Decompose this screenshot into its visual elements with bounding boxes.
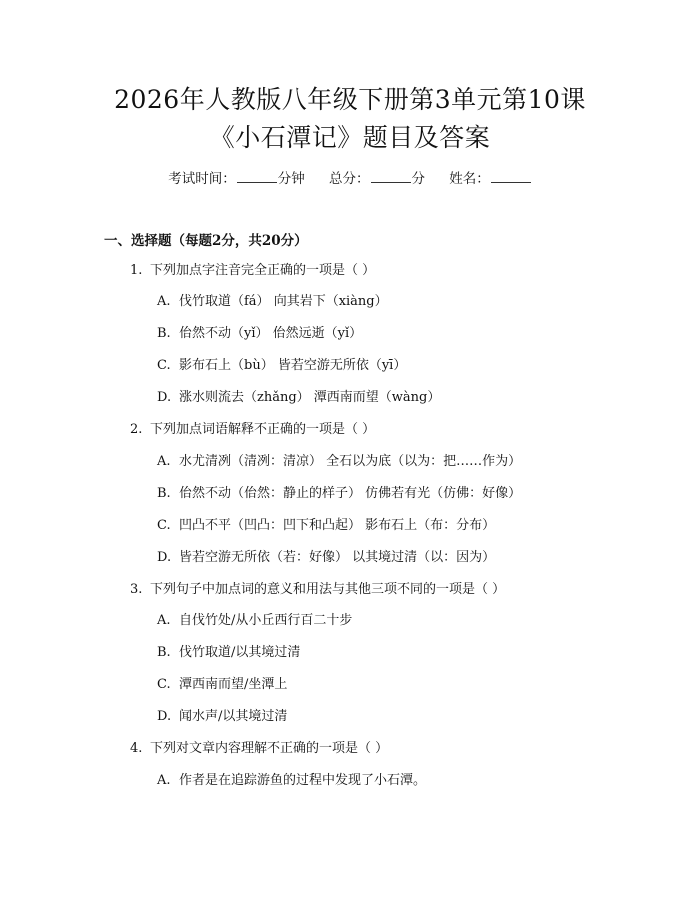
question-number: 2. bbox=[130, 422, 143, 437]
option-letter: D. bbox=[157, 550, 172, 565]
option-text: 伐竹取道/以其境过清 bbox=[179, 645, 301, 660]
option-text: 自伐竹处/从小丘西行百二十步 bbox=[179, 613, 353, 628]
document-title-line1: 2026年人教版八年级下册第3单元第10课 bbox=[114, 85, 586, 114]
question-text: 下列加点字注音完全正确的一项是（ ） bbox=[150, 263, 376, 278]
option-text: 佁然不动（yǐ） 佁然远逝（yǐ） bbox=[179, 326, 363, 341]
question-1-option-c bbox=[157, 356, 406, 376]
question-4 bbox=[130, 739, 388, 759]
option-letter: B. bbox=[157, 486, 171, 501]
section-heading: 一、选择题（每题2分，共20分） bbox=[104, 233, 308, 249]
question-3 bbox=[130, 580, 505, 600]
option-text: 潭西南而望/坐潭上 bbox=[179, 677, 288, 692]
question-text: 下列对文章内容理解不正确的一项是（ ） bbox=[150, 741, 389, 756]
exam-time-blank bbox=[237, 168, 277, 183]
question-1-option-d bbox=[157, 388, 440, 408]
total-score-label: 总分： bbox=[329, 171, 370, 187]
exam-info bbox=[0, 168, 700, 189]
question-2 bbox=[130, 420, 375, 440]
option-letter: D. bbox=[157, 390, 172, 405]
question-1-option-a bbox=[157, 292, 388, 312]
question-3-option-c bbox=[157, 675, 287, 695]
question-2-option-c bbox=[157, 516, 495, 536]
document-title-line2: 《小石潭记》题目及答案 bbox=[209, 123, 491, 152]
option-letter: A. bbox=[157, 773, 171, 788]
option-letter: B. bbox=[157, 326, 171, 341]
question-number: 4. bbox=[130, 741, 143, 756]
question-1-option-b bbox=[157, 324, 362, 344]
exam-time-unit: 分钟 bbox=[277, 171, 305, 187]
question-number: 3. bbox=[130, 582, 143, 597]
question-3-option-b bbox=[157, 643, 300, 663]
question-2-option-b bbox=[157, 484, 521, 504]
total-score-blank bbox=[371, 168, 411, 183]
question-number: 1. bbox=[130, 263, 143, 278]
option-letter: A. bbox=[157, 294, 171, 309]
exam-time-field bbox=[168, 168, 305, 189]
option-letter: C. bbox=[157, 677, 171, 692]
option-text: 作者是在追踪游鱼的过程中发现了小石潭。 bbox=[179, 773, 427, 788]
student-name-field bbox=[449, 168, 532, 189]
option-letter: C. bbox=[157, 358, 171, 373]
student-name-label: 姓名： bbox=[449, 171, 490, 187]
option-text: 佁然不动（佁然：静止的样子） 仿佛若有光（仿佛：好像） bbox=[179, 486, 522, 501]
question-text: 下列句子中加点词的意义和用法与其他三项不同的一项是（ ） bbox=[150, 582, 506, 597]
option-letter: A. bbox=[157, 613, 171, 628]
option-text: 水尤清冽（清冽：清凉） 全石以为底（以为：把……作为） bbox=[179, 454, 522, 469]
option-text: 皆若空游无所依（若：好像） 以其境过清（以：因为） bbox=[179, 550, 496, 565]
question-text: 下列加点词语解释不正确的一项是（ ） bbox=[150, 422, 376, 437]
question-1 bbox=[130, 261, 375, 281]
option-text: 涨水则流去（zhǎng） 潭西南而望（wàng） bbox=[179, 390, 441, 405]
question-2-option-d bbox=[157, 548, 495, 568]
question-3-option-d bbox=[157, 707, 287, 727]
total-score-field bbox=[329, 168, 425, 189]
total-score-unit: 分 bbox=[411, 171, 425, 187]
option-letter: B. bbox=[157, 645, 171, 660]
question-3-option-a bbox=[157, 611, 352, 631]
option-text: 影布石上（bù） 皆若空游无所依（yī） bbox=[179, 358, 407, 373]
question-4-option-a bbox=[157, 771, 426, 791]
exam-time-label: 考试时间： bbox=[168, 171, 236, 187]
option-text: 凹凸不平（凹凸：凹下和凸起） 影布石上（布：分布） bbox=[179, 518, 496, 533]
question-2-option-a bbox=[157, 452, 521, 472]
option-text: 闻水声/以其境过清 bbox=[179, 709, 288, 724]
student-name-blank bbox=[491, 168, 531, 183]
option-text: 伐竹取道（fá） 向其岩下（xiàng） bbox=[179, 294, 388, 309]
option-letter: C. bbox=[157, 518, 171, 533]
option-letter: D. bbox=[157, 709, 172, 724]
option-letter: A. bbox=[157, 454, 171, 469]
